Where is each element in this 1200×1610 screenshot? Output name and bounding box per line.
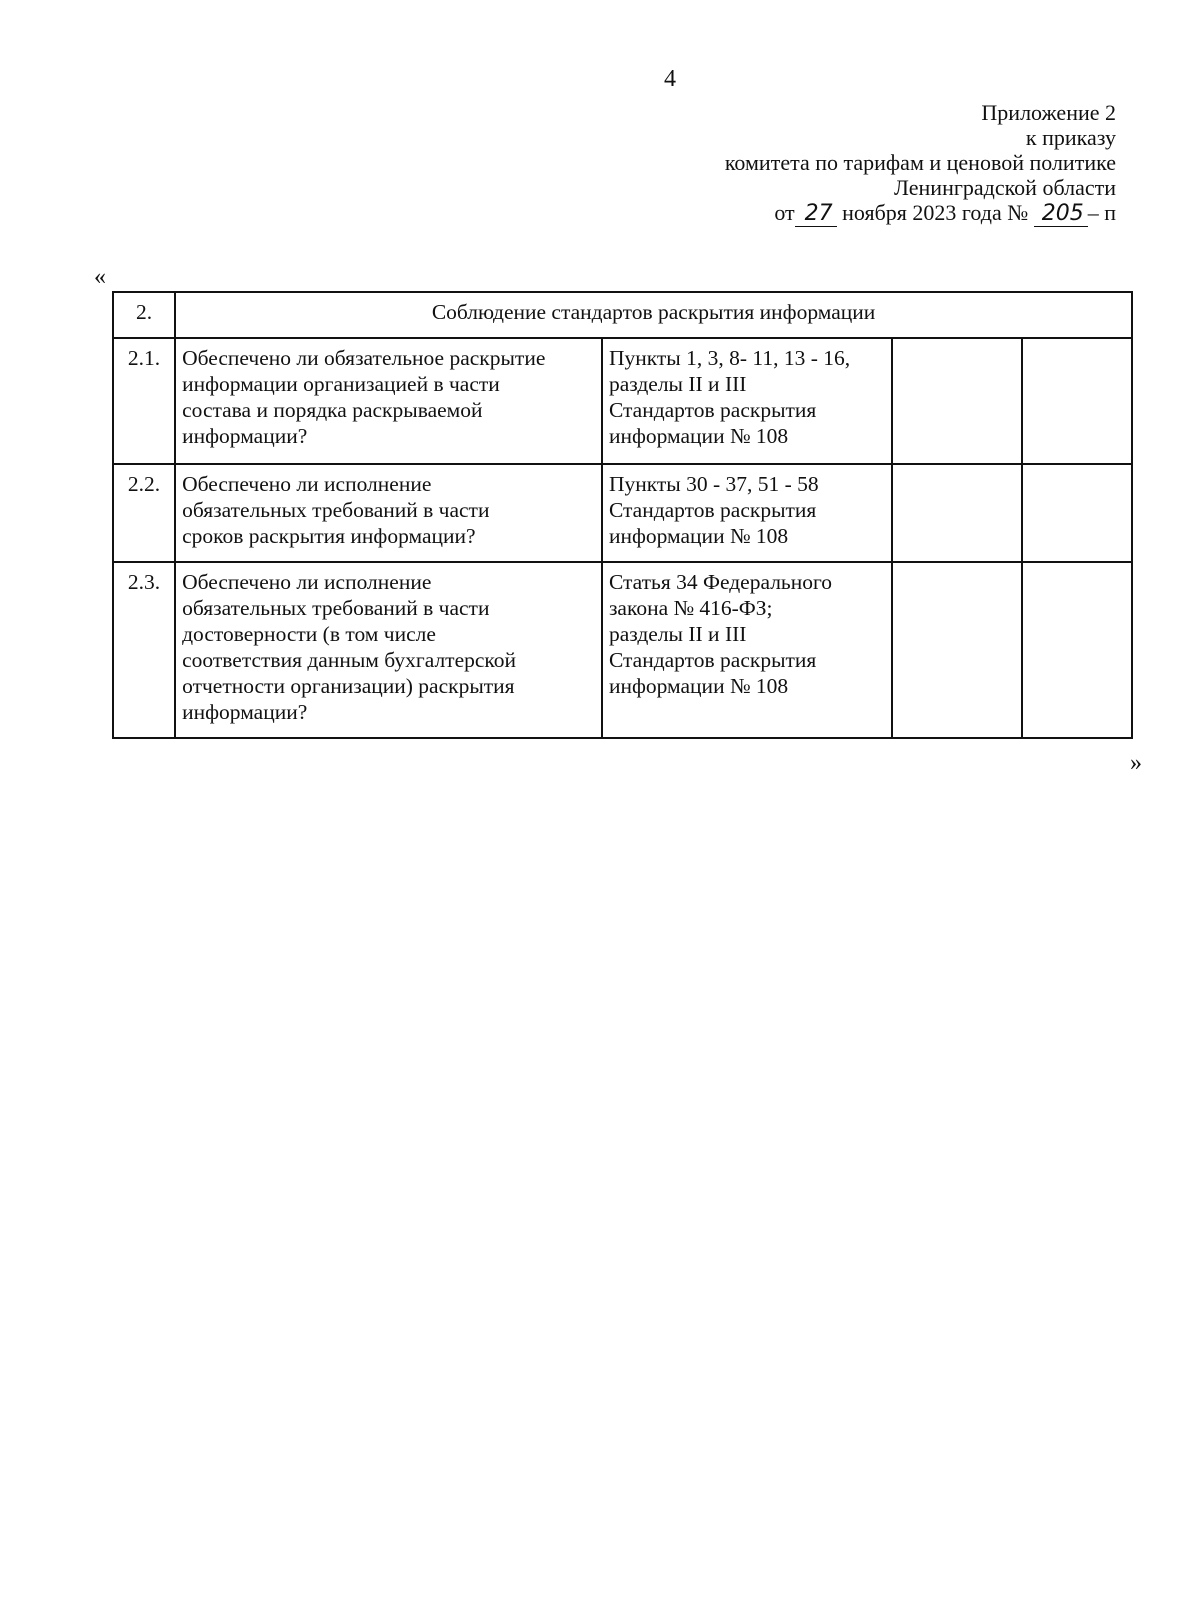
reference-line: Стандартов раскрытия <box>608 498 817 522</box>
reference-line: Стандартов раскрытия <box>608 648 817 672</box>
appendix-date-line <box>725 200 1116 227</box>
table-row <box>113 464 1132 562</box>
row-empty-cell <box>1022 338 1132 464</box>
row-empty-cell <box>1022 562 1132 738</box>
row-question <box>175 338 602 464</box>
appendix-header <box>725 100 1116 227</box>
row-question <box>175 562 602 738</box>
row-reference <box>602 562 892 738</box>
row-number: 2.3. <box>113 562 175 738</box>
question-line: обязательных требований в части <box>182 596 490 620</box>
reference-line: информации № 108 <box>608 524 789 548</box>
section-row <box>113 292 1132 338</box>
reference-line: Стандартов раскрытия <box>608 398 817 422</box>
question-line: сроков раскрытия информации? <box>182 524 476 548</box>
reference-line: информации № 108 <box>608 424 789 448</box>
row-empty-cell <box>892 562 1022 738</box>
handwritten-day: 27 <box>795 201 837 227</box>
question-line: соответствия данным бухгалтерской <box>182 648 517 672</box>
section-number: 2. <box>113 292 175 338</box>
closing-quote: » <box>1130 750 1142 776</box>
question-line: обязательных требований в части <box>182 498 490 522</box>
row-number: 2.1. <box>113 338 175 464</box>
question-line: Обеспечено ли исполнение <box>182 570 432 594</box>
table-row <box>113 562 1132 738</box>
row-reference <box>602 464 892 562</box>
section-title: Соблюдение стандартов раскрытия информации <box>175 292 1132 338</box>
row-empty-cell <box>892 338 1022 464</box>
reference-line: информации № 108 <box>608 674 789 698</box>
question-line: Обеспечено ли обязательное раскрытие <box>182 346 546 370</box>
opening-quote: « <box>94 264 106 290</box>
appendix-committee: комитета по тарифам и ценовой политике <box>724 150 1116 175</box>
question-line: Обеспечено ли исполнение <box>182 472 432 496</box>
row-empty-cell <box>892 464 1022 562</box>
reference-line: разделы II и III <box>608 372 747 396</box>
row-number: 2.2. <box>113 464 175 562</box>
appendix-title: Приложение 2 <box>981 100 1116 125</box>
row-reference <box>602 338 892 464</box>
reference-line: Статья 34 Федерального <box>608 570 833 594</box>
question-line: состава и порядка раскрываемой <box>182 398 483 422</box>
question-line: информации? <box>182 700 308 724</box>
question-line: достоверности (в том числе <box>182 622 436 646</box>
table-row <box>113 338 1132 464</box>
question-line: информации организацией в части <box>182 372 500 396</box>
question-line: отчетности организации) раскрытия <box>182 674 515 698</box>
reference-line: разделы II и III <box>608 622 747 646</box>
reference-line: Пункты 30 - 37, 51 - 58 <box>608 472 819 496</box>
reference-line: закона № 416-ФЗ; <box>608 596 773 620</box>
appendix-order-ref: к приказу <box>1025 125 1116 150</box>
row-question <box>175 464 602 562</box>
checklist-table <box>112 291 1133 739</box>
question-line: информации? <box>182 424 308 448</box>
row-empty-cell <box>1022 464 1132 562</box>
date-middle: ноября 2023 года № <box>842 200 1029 225</box>
handwritten-order-number: 205 <box>1034 201 1088 227</box>
date-suffix: – п <box>1087 200 1116 225</box>
page-number: 4 <box>664 66 676 92</box>
date-prefix: от <box>774 200 795 225</box>
reference-line: Пункты 1, 3, 8- 11, 13 - 16, <box>608 346 851 370</box>
appendix-region: Ленинградской области <box>894 175 1116 200</box>
